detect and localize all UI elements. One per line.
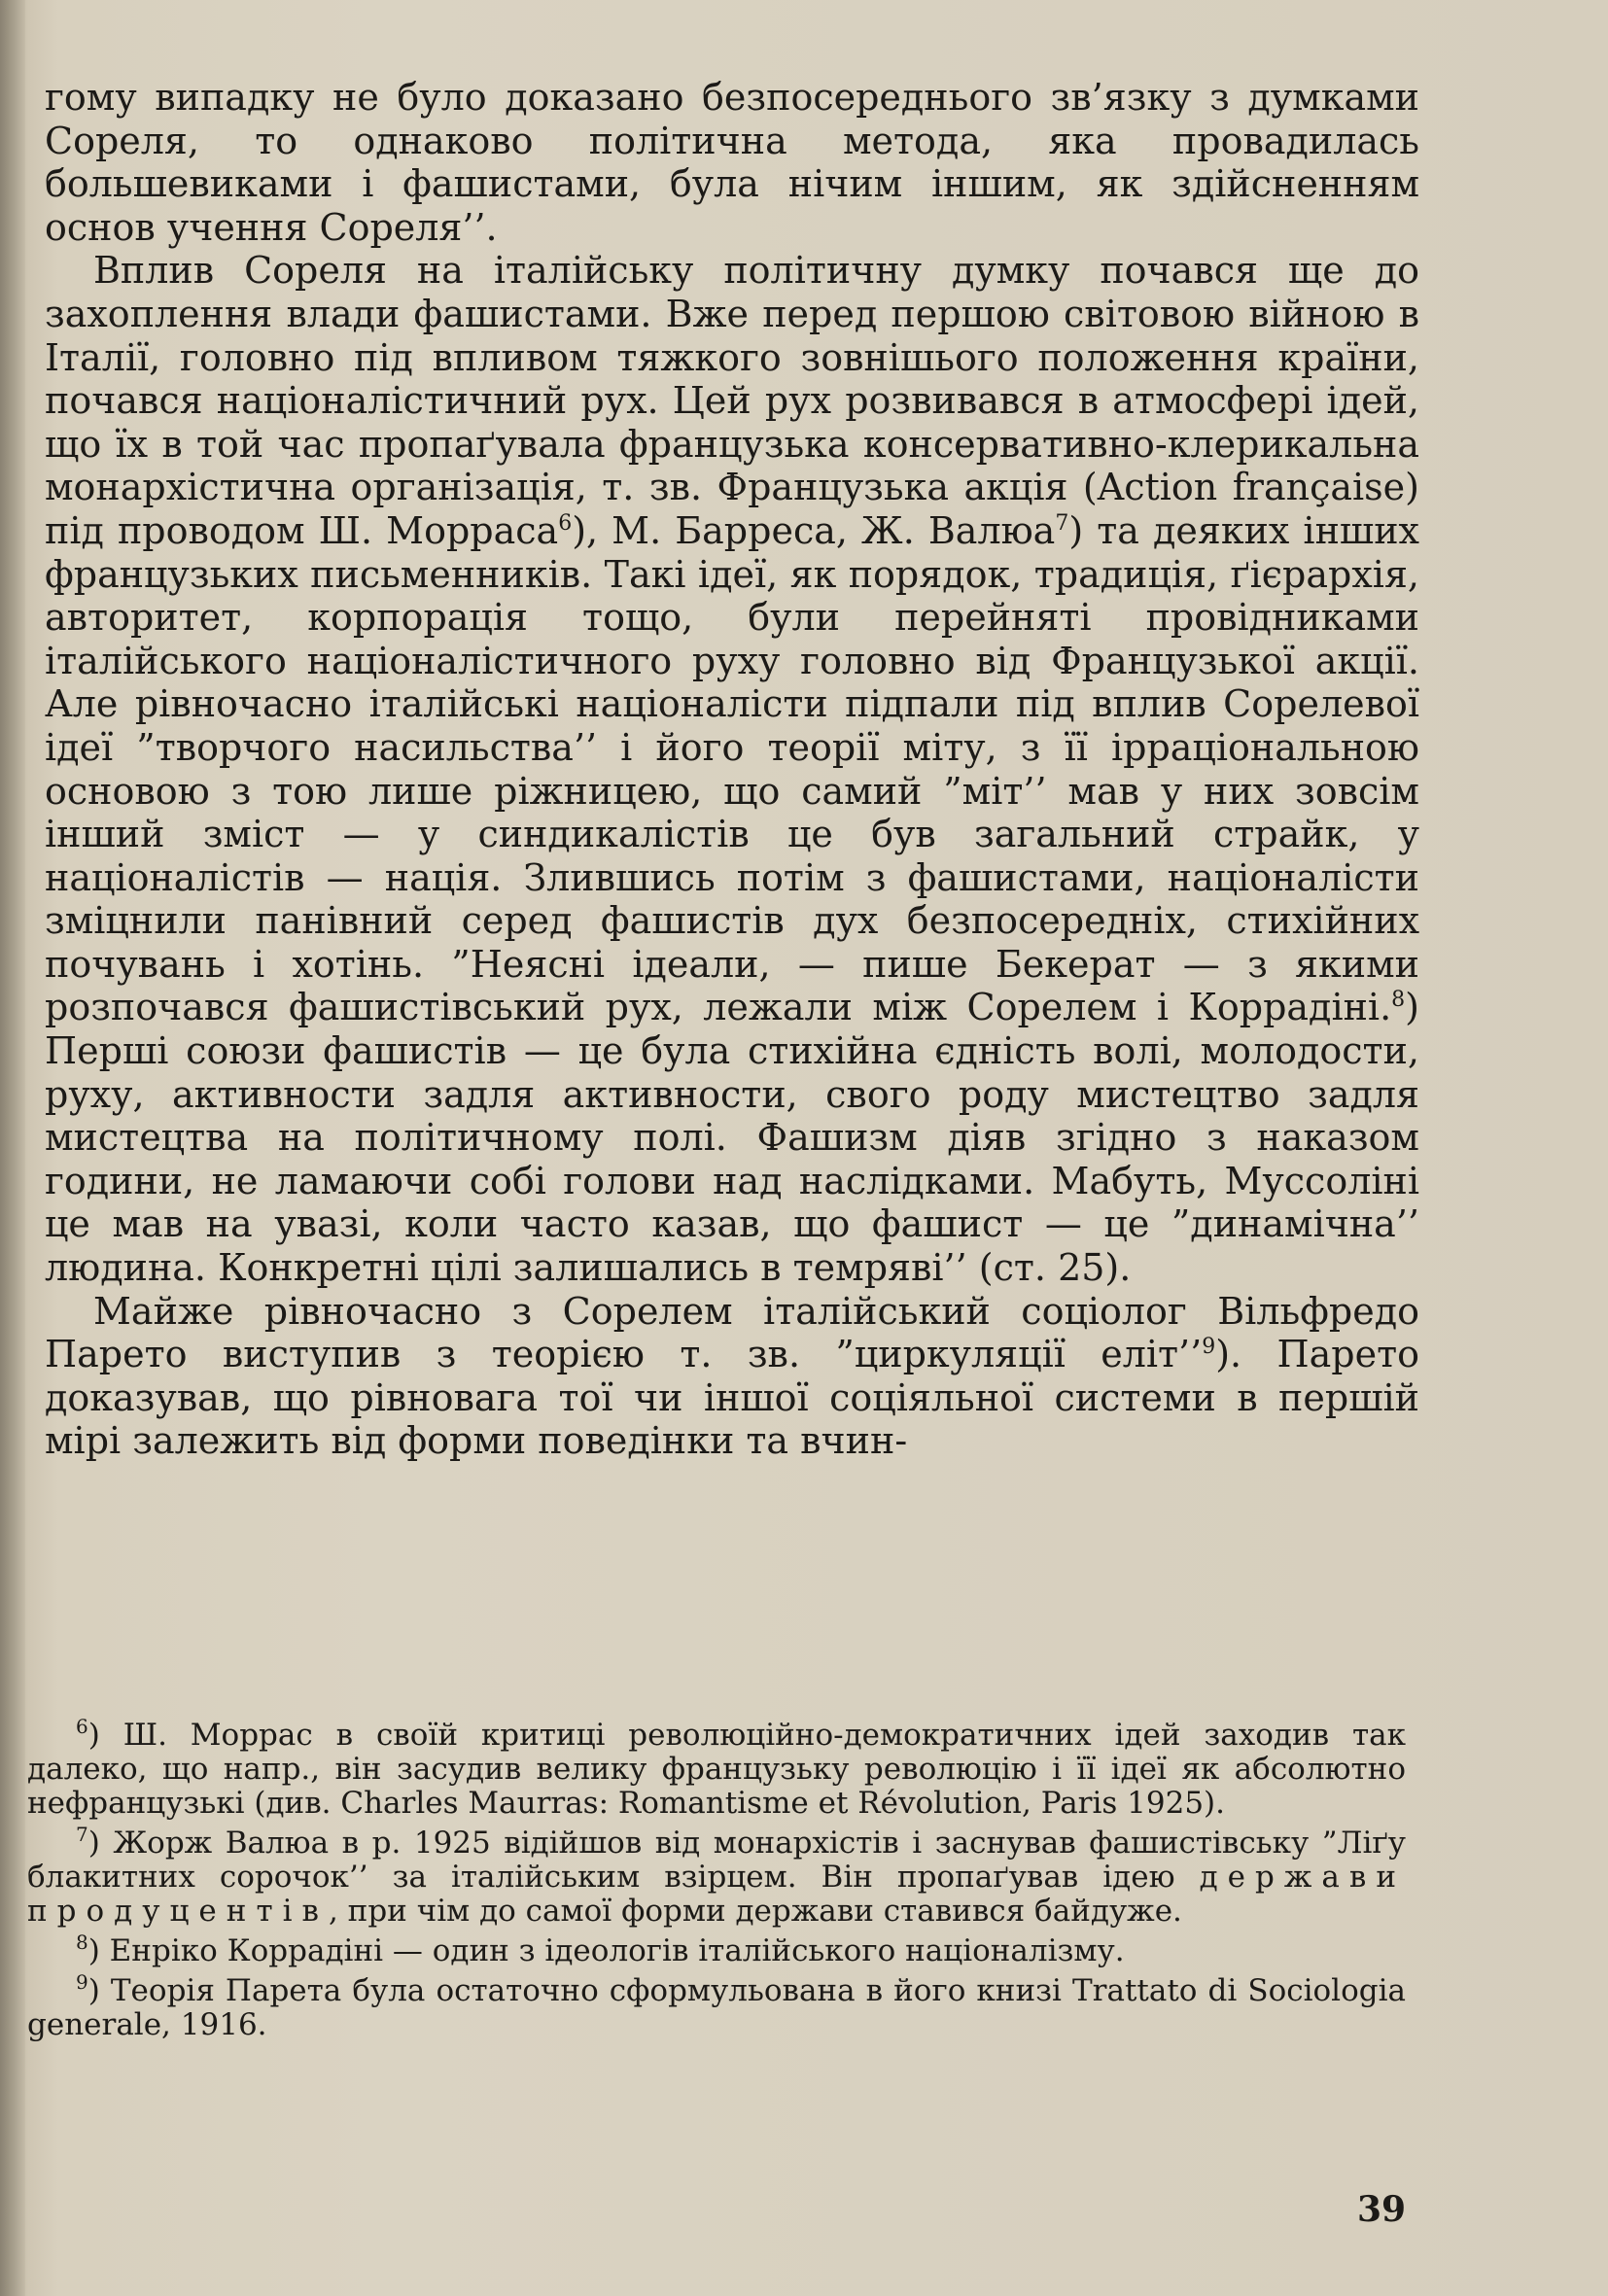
footnote-6-mark: 6 [76, 1715, 88, 1738]
footnote-9-mark: 9 [76, 1970, 88, 1994]
footnote-7-text-a: ) Жорж Валюа в р. 1925 відійшов від монархістів і заснував фашистівську ”Ліґу блакитних сорочок’’ за італійським взірцем. Він пропаґував ідею [27, 1826, 1406, 1895]
paragraph-3-part-a: Майже рівночасно з Сорелем італійський соціолог Вільфредо Парето виступив з теорією т. зв. ”циркуляції еліт’’ [45, 1289, 1419, 1376]
footnote-6 [27, 1715, 1406, 1821]
footnote-7 [27, 1823, 1406, 1929]
footnote-ref-6: 6 [558, 510, 573, 536]
paragraph-2 [45, 249, 1419, 1289]
footnote-6-text: ) Ш. Моррас в своїй критиці революційно-демократичних ідей заходив так далеко, що напр., він засудив велику французьку революцію і її ідеї як абсолютно нефранцузькі (див. Charles Maurras: Romantisme et Révolution, Paris 1925). [27, 1718, 1406, 1821]
footnote-8-text: ) Енріко Коррадіні — один з ідеологів італійського націоналізму. [87, 1933, 1125, 1968]
page-number: 39 [1357, 2189, 1407, 2230]
footnote-7-mark: 7 [76, 1823, 88, 1846]
book-gutter [0, 0, 25, 2296]
paragraph-2-part-a: Вплив Сореля на італійську політичну думку почався ще до захоплення влади фашистами. Вже перед першою світовою війною в Італії, головно під впливом тяжкого зовнішього положення країни, почався націоналістичний рух. Цей рух розвивався в атмосфері ідей, що їх в той час пропаґувала французька консервативно-клерикальна монархістична організація, т. зв. Французька акція (Action française) під проводом Ш. Морраса [45, 249, 1419, 552]
paragraph-2-part-d: ) Перші союзи фашистів — це була стихійна єдність волі, молодости, руху, активности задля активности, свого роду мистецтво задля мистецтва на політичному полі. Фашизм діяв згідно з наказом години, не ламаючи собі голови над наслідками. Мабуть, Муссоліні це мав на увазі, коли часто казав, що фашист — це ”динамічна’’ людина. Конкретні цілі залишались в темряві’’ (ст. 25). [45, 986, 1419, 1290]
footnote-8-mark: 8 [76, 1931, 88, 1954]
paragraph-2-part-c: ) та деяких інших французьких письменників. Такі ідеї, як порядок, традиція, ґієрархія, авторитет, корпорація тощо, були перейняті провідниками італійського націоналістичного руху головно від Французької акції. Але рівночасно італійські націоналісти підпали під вплив Сорелевої ідеї ”творчого насильства’’ і його теорії міту, з її ірраціональною основою з тою лише ріжницею, що самий ”міт’’ мав у них зовсім інший зміст — у синдикалістів це був загальний страйк, у націоналістів — нація. Злившись потім з фашистами, націоналісти зміцнили панівний серед фашистів дух безпосередніх, стихійних почувань і хотінь. ”Неясні ідеали, — пише Бекерат — з якими розпочався фашистівський рух, лежали між Сорелем і Коррадіні. [45, 508, 1419, 1029]
paragraph-3-part-b: ). Парето доказував, що рівновага тої чи іншої соціяльної системи в першій мірі залежить від форми поведінки та вчин- [45, 1333, 1419, 1463]
footnote-7-text-b: , при чім до самої форми держави ставився байдуже. [328, 1894, 1182, 1929]
footnote-9 [27, 1970, 1406, 2042]
paragraph-3 [45, 1290, 1419, 1463]
footnote-9-text: ) Теорія Парета була остаточно сформульована в його книзі Trattato di Sociologia generale, 1916. [27, 1973, 1406, 2042]
footnote-8 [27, 1931, 1406, 1968]
footnote-ref-8: 8 [1391, 988, 1406, 1013]
footnote-ref-7: 7 [1055, 510, 1069, 536]
paragraph-2-part-b: ), М. Барреса, Ж. Валюа [572, 508, 1056, 552]
footnotes [27, 1715, 1406, 2048]
footnote-ref-9: 9 [1202, 1335, 1216, 1360]
footnote-7-spaced-text: держави продуцентів [27, 1860, 1406, 1929]
main-text [45, 76, 1419, 1463]
paragraph-1: гому випадку не було доказано безпосереднього зв’язку з думками Сореля, то однаково політична метода, яка провадилась большевиками і фашистами, була нічим іншим, як здійсненням основ учення Сореля’’. [45, 76, 1419, 249]
